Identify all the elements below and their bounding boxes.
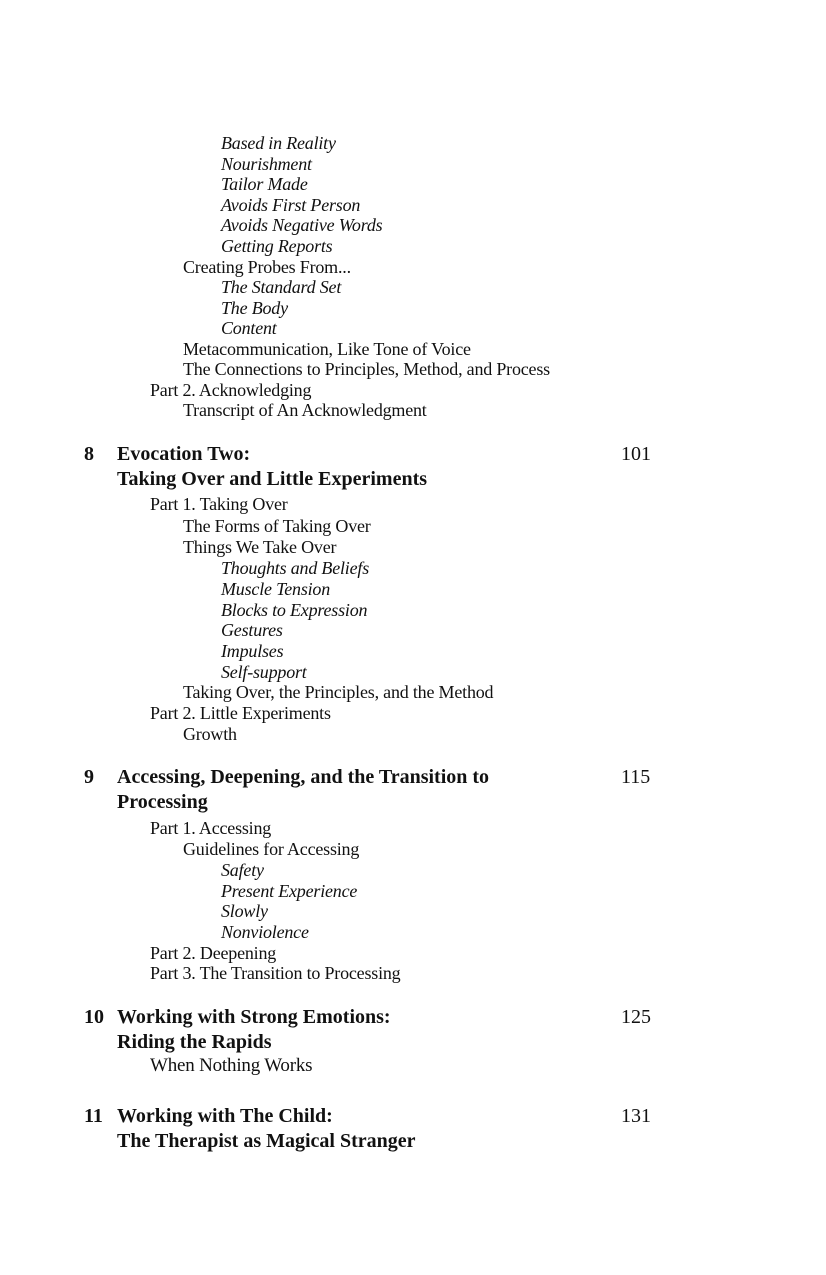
chapter-title: Riding the Rapids <box>117 1031 272 1053</box>
toc-entry: Content <box>221 318 277 338</box>
toc-entry: The Body <box>221 298 288 318</box>
chapter-page-number: 131 <box>621 1105 651 1127</box>
chapter-page-number: 101 <box>621 443 651 465</box>
chapter-title: Processing <box>117 791 208 813</box>
chapter-title: Working with Strong Emotions: <box>117 1006 391 1028</box>
toc-entry: The Standard Set <box>221 277 342 297</box>
toc-entry: Impulses <box>221 641 284 661</box>
toc-entry: Part 2. Little Experiments <box>150 703 331 723</box>
toc-entry: Part 1. Taking Over <box>150 494 288 514</box>
toc-entry: Part 2. Acknowledging <box>150 380 312 400</box>
toc-entry: Blocks to Expression <box>221 600 368 620</box>
toc-entry: Muscle Tension <box>221 579 331 599</box>
toc-entry: Avoids Negative Words <box>221 215 383 235</box>
toc-entry: Things We Take Over <box>183 537 337 557</box>
toc-entry: Tailor Made <box>221 174 308 194</box>
chapter-title: The Therapist as Magical Stranger <box>117 1130 416 1152</box>
toc-entry: Based in Reality <box>221 133 336 153</box>
toc-entry: Guidelines for Accessing <box>183 839 360 859</box>
toc-entry: Metacommunication, Like Tone of Voice <box>183 339 471 359</box>
chapter-title: Working with The Child: <box>117 1105 333 1127</box>
toc-entry: Part 1. Accessing <box>150 818 272 838</box>
toc-entry: The Connections to Principles, Method, and Process <box>183 359 550 379</box>
toc-entry: Creating Probes From... <box>183 257 351 277</box>
toc-entry: Avoids First Person <box>221 195 361 215</box>
toc-entry: Growth <box>183 724 237 744</box>
toc-entry: Part 2. Deepening <box>150 943 277 963</box>
toc-entry: Self-support <box>221 662 307 682</box>
chapter-title: Accessing, Deepening, and the Transition to <box>117 766 490 788</box>
toc-entry: Slowly <box>221 901 268 921</box>
toc-entry: Gestures <box>221 620 283 640</box>
toc-entry: Present Experience <box>221 881 358 901</box>
chapter-number: 10 <box>84 1006 104 1028</box>
toc-entry: The Forms of Taking Over <box>183 516 371 536</box>
chapter-number: 9 <box>84 766 94 788</box>
chapter-title: Evocation Two: <box>117 443 251 465</box>
chapter-page-number: 125 <box>621 1006 651 1028</box>
toc-entry: Part 3. The Transition to Processing <box>150 963 401 983</box>
toc-entry: When Nothing Works <box>150 1055 313 1076</box>
toc-entry: Nonviolence <box>221 922 309 942</box>
toc-entry: Safety <box>221 860 264 880</box>
toc-entry: Thoughts and Beliefs <box>221 558 369 578</box>
toc-entry: Getting Reports <box>221 236 333 256</box>
chapter-number: 8 <box>84 443 94 465</box>
toc-entry: Nourishment <box>221 154 312 174</box>
toc-entry: Taking Over, the Principles, and the Method <box>183 682 494 702</box>
chapter-number: 11 <box>84 1105 103 1127</box>
chapter-page-number: 115 <box>621 766 651 788</box>
toc-entry: Transcript of An Acknowledgment <box>183 400 427 420</box>
chapter-title: Taking Over and Little Experiments <box>117 468 428 490</box>
